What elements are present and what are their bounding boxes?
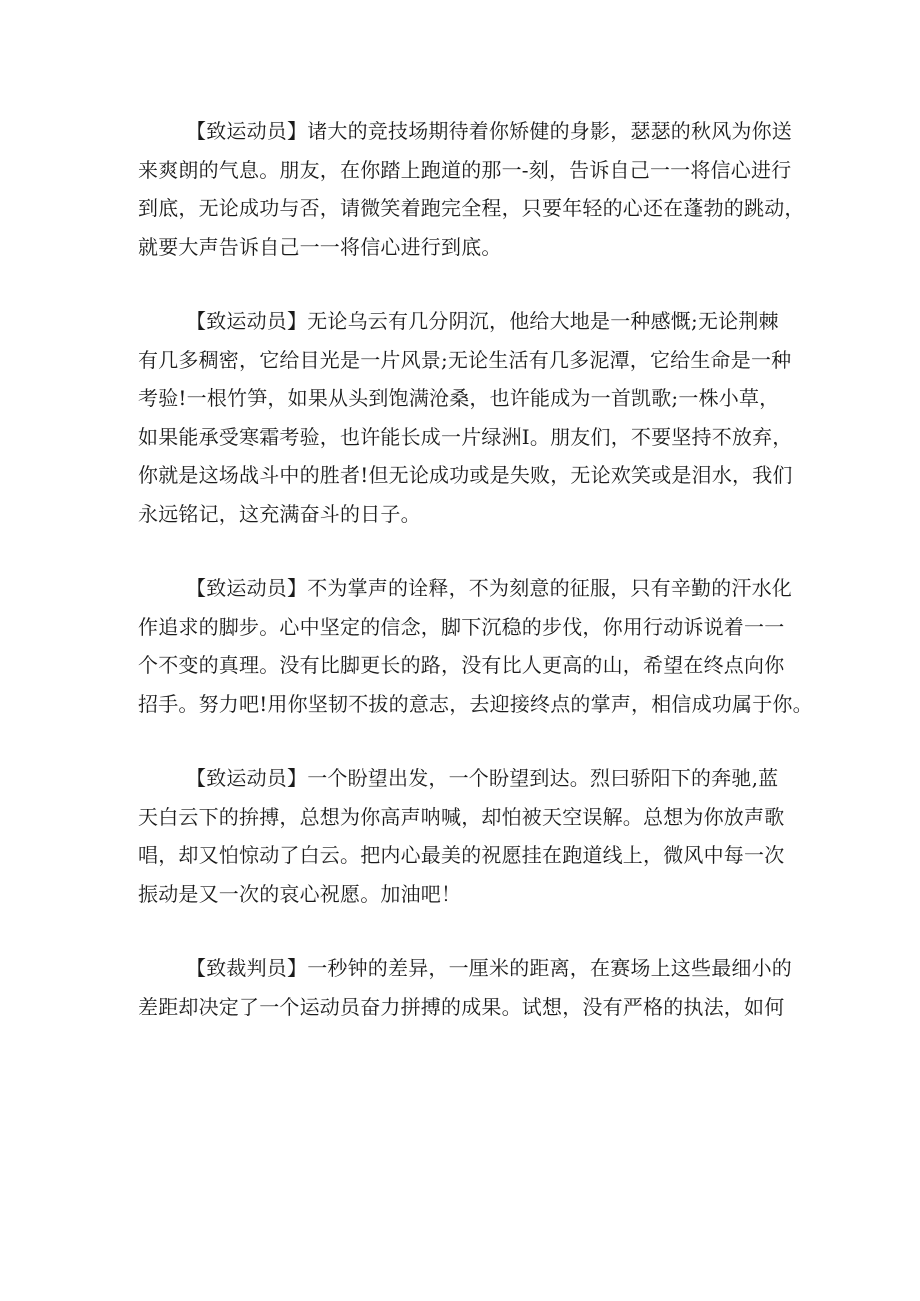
paragraph-athlete-2: [138, 302, 798, 533]
paragraph-line: 【致运动员】不为掌声的诠释，不为刻意的征服，只有辛勤的汗水化: [186, 576, 792, 600]
paragraph-line: 你就是这场战斗中的胜者!但无论成功或是失败，无论欢笑或是泪水，我们: [138, 463, 793, 487]
paragraph-athlete-1: [138, 112, 805, 266]
paragraph-line: 考验!一根竹笋，如果从头到饱满沧桑，也许能成为一首凯歌;一株小草，: [138, 386, 780, 410]
paragraph-line: 永远铭记，这充满奋斗的日子。: [138, 501, 421, 526]
paragraph-line: 唱，却又怕惊动了白云。把内心最美的祝愿挂在跑道线上，微风中每一次: [138, 843, 785, 867]
paragraph-line: 个不变的真理。没有比脚更长的路，没有比人更高的山，希望在终点向你: [138, 653, 785, 677]
paragraph-athlete-4: [138, 759, 798, 913]
document-page: [138, 112, 813, 1062]
paragraph-line: 作追求的脚步。心中坚定的信念，脚下沉稳的步伐，你用行动诉说着一一: [138, 614, 785, 639]
paragraph-line: 到底，无论成功与否，请微笑着跑完全程，只要年轻的心还在蓬勃的跳动，: [138, 196, 805, 220]
paragraph-line: 招手。努力吧!用你坚韧不拔的意志，去迎接终点的掌声，相信成功属于你。: [138, 691, 813, 716]
paragraph-line: 差距却决定了一个运动员奋力拼搏的成果。试想，没有严格的执法，如何: [138, 994, 785, 1019]
paragraph-line: 振动是又一次的哀心祝愿。加油吧！: [138, 881, 462, 906]
paragraph-line: 来爽朗的气息。朋友，在你踏上跑道的那一-刻，告诉自己一一将信心进行: [138, 157, 792, 182]
paragraph-line: 【致裁判员】一秒钟的差异，一厘米的距离，在赛场上这些最细小的: [186, 956, 792, 980]
paragraph-line: 如果能承受寒霜考验，也许能长成一片绿洲Ⅰ。朋友们，不要坚持不放弃，: [138, 424, 793, 449]
paragraph-referee: [138, 949, 798, 1026]
paragraph-line: 就要大声告诉自己一一将信心进行到底。: [138, 234, 502, 259]
paragraph-line: 【致运动员】一个盼望出发，一个盼望到达。烈曰骄阳下的奔驰,蓝: [186, 766, 779, 790]
paragraph-line: 【致运动员】诸大的竞技场期待着你矫健的身影，瑟瑟的秋风为你送: [186, 119, 792, 143]
paragraph-line: 天白云下的拚搏，总想为你高声呐喊，却怕被天空误解。总想为你放声歌: [138, 804, 785, 829]
paragraph-line: 有几多稠密，它给目光是一片风景;无论生活有几多泥潭，它给生命是一种: [138, 347, 792, 372]
paragraph-line: 【致运动员】无论乌云有几分阴沉，他给大地是一种感慨;无论荆棘: [186, 309, 779, 333]
paragraph-athlete-3: [138, 569, 813, 723]
